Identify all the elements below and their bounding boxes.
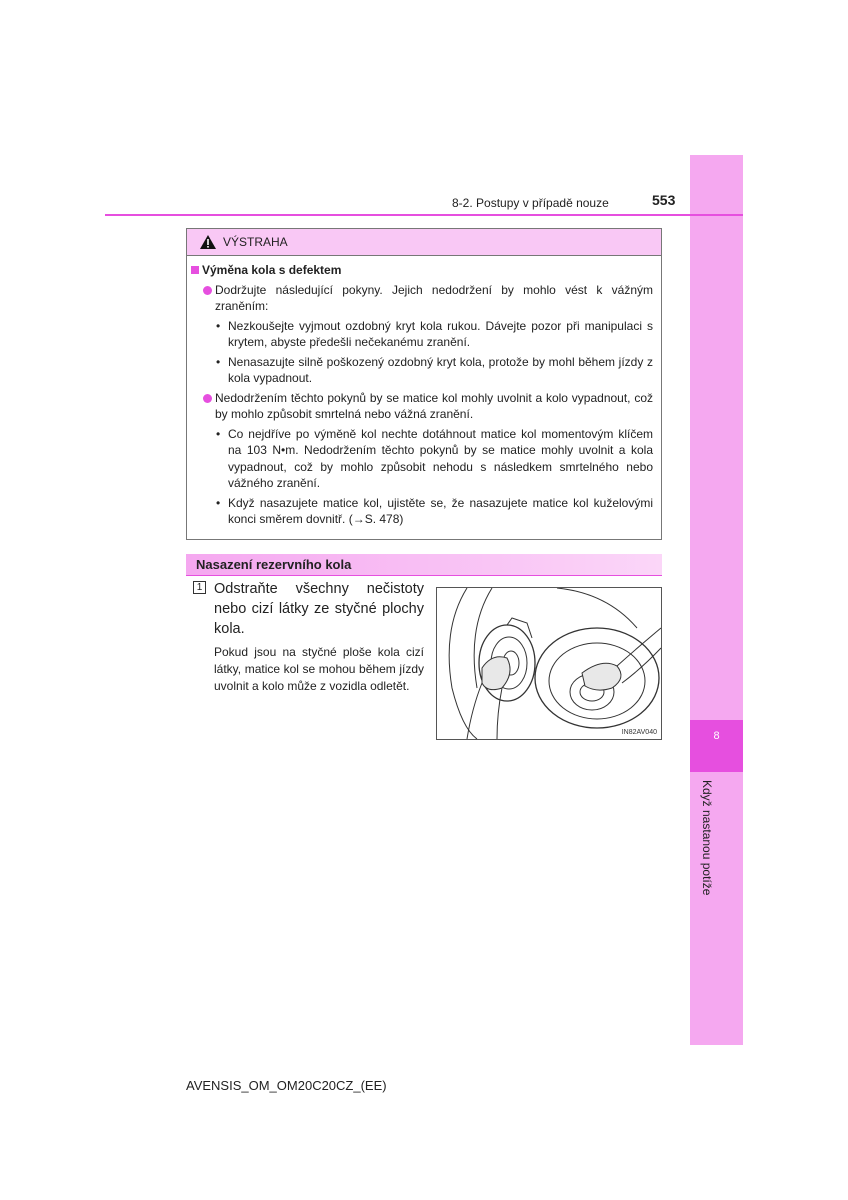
warning-body [187, 256, 661, 528]
warning-bullet-text: Co nejdříve po výměně kol nechte dotáhnout matice kol momentovým klíčem na 103 N•m. Nedodržením těchto pokynů by se matice mohly uvolnit a kola vypadnout, což by mohlo způsobit nehodu s následkem smrtelného nebo vážného zranění. [228, 426, 653, 490]
illustration-code: IN82AV040 [621, 729, 657, 736]
warning-bullet [216, 354, 653, 387]
warning-bullet-text: Když nasazujete matice kol, ujistěte se, že nasazujete matice kol kuželovými konci směrem dovnitř. (→S. 478) [228, 495, 653, 526]
warning-bullet [216, 495, 653, 528]
square-bullet-icon [191, 266, 199, 274]
warning-bullet [216, 318, 653, 351]
warning-item-text: Dodržujte následující pokyny. Jejich nedodržení by mohlo vést k vážným zraněním: [215, 282, 653, 313]
page-number: 553 [652, 192, 676, 208]
warning-bullet-text: Nenasazujte silně poškozený ozdobný kryt kola, protože by mohl během jízdy z kola vypadnout. [228, 354, 653, 385]
bullet-dot-icon: • [216, 318, 221, 333]
warning-box [186, 228, 662, 540]
circle-bullet-icon [203, 286, 212, 295]
section-title: Nasazení rezervního kola [186, 554, 662, 576]
chapter-label: Když nastanou potíže [700, 780, 714, 896]
circle-bullet-icon [203, 394, 212, 403]
bullet-dot-icon: • [216, 354, 221, 369]
bullet-dot-icon: • [216, 495, 221, 510]
header-rule [105, 214, 743, 216]
wheel-cleaning-illustration [436, 587, 662, 740]
chapter-number: 8 [690, 720, 743, 772]
step-number: 1 [193, 581, 206, 594]
warning-item [203, 390, 653, 423]
step-text: Odstraňte všechny nečistoty nebo cizí látky ze styčné plochy kola. [214, 581, 424, 637]
warning-item-text: Nedodržením těchto pokynů by se matice kol mohly uvolnit a kolo vypadnout, což by mohlo způsobit smrtelná nebo vážná zranění. [215, 390, 653, 421]
footer-code: AVENSIS_OM_OM20C20CZ_(EE) [186, 1078, 387, 1093]
warning-title-row [191, 262, 653, 279]
warning-title: Výměna kola s defektem [202, 263, 342, 277]
section-heading: 8-2. Postupy v případě nouze [452, 196, 609, 210]
bullet-dot-icon: • [216, 426, 221, 441]
warning-bullet [216, 426, 653, 492]
warning-heading: VÝSTRAHA [223, 235, 288, 249]
wheel-hub-drawing [437, 588, 661, 739]
warning-header [187, 229, 661, 256]
warning-bullet-text: Nezkoušejte vyjmout ozdobný kryt kola rukou. Dávejte pozor při manipulaci s krytem, abyste předešli nečekanému zranění. [228, 318, 653, 349]
warning-triangle-icon [199, 234, 217, 250]
step-note: Pokud jsou na styčné ploše kola cizí látky, matice kol se mohou během jízdy uvolnit a kolo může z vozidla odletět. [214, 645, 424, 693]
warning-item [203, 282, 653, 315]
